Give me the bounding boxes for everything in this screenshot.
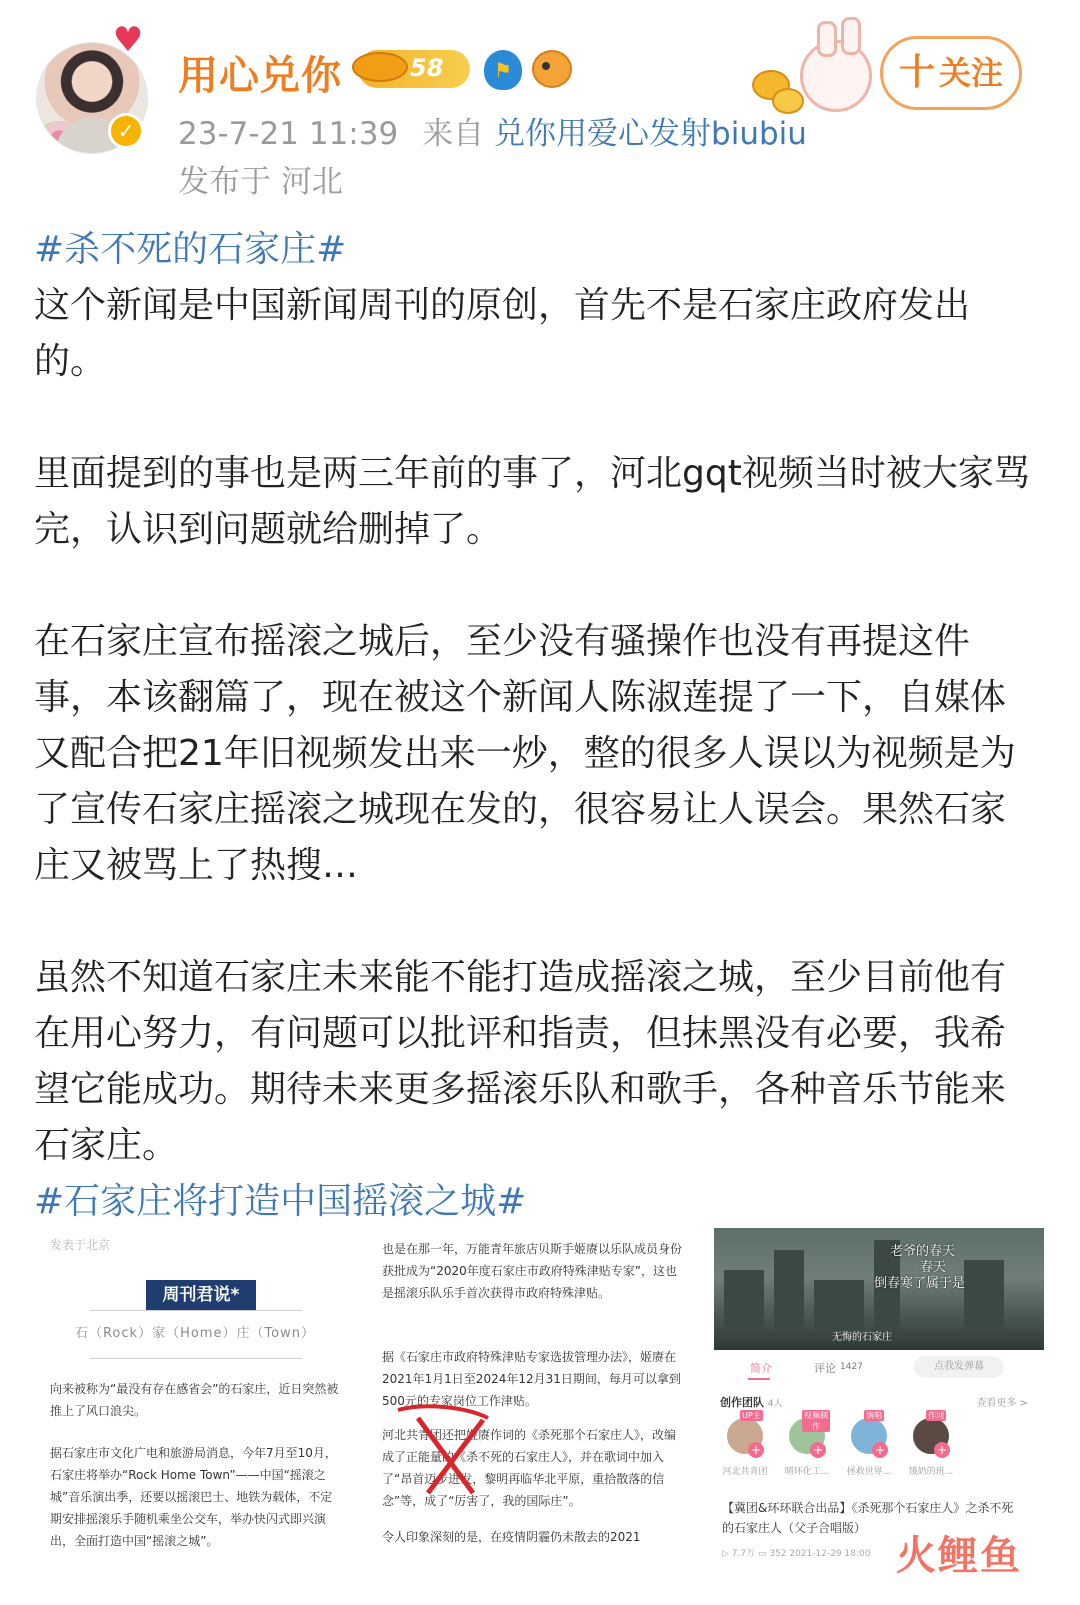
video-stats: ▷ 7.7万 ▭ 352 2021-12-29 18:00 (722, 1549, 871, 1559)
source-prefix: 来自 (422, 116, 485, 152)
post-paragraph: 虽然不知道石家庄未来能不能打造成摇滚之城，至少目前他有在用心努力，有问题可以批评和指责，但抹黑没有必要，我希望它能成功。期待未来更多摇滚乐队和歌手，各种音乐节能来石家庄。 (34, 957, 1007, 1166)
bunny-coin-decoration (752, 36, 882, 116)
post-timestamp: 23-7-21 11:39 (178, 116, 399, 152)
shield-icon: ⚑ (484, 50, 522, 90)
verified-badge-icon: ✓ (108, 113, 144, 149)
red-cross-mark-icon (388, 1398, 498, 1498)
team-member[interactable]: + 视频制作 晴环化工... (784, 1411, 830, 1477)
video-caption: 春天 (920, 1260, 947, 1275)
follow-label: 关注 (939, 54, 1004, 92)
article-paragraph: 也是在那一年，万能青年旅店贝斯手姬赓以乐队成员身份获批成为“2020年度石家庄市政府特殊津贴专家”，这也是摇滚乐队乐手首次获得市政府特殊津贴。 (382, 1242, 683, 1300)
magazine-banner: 周刊君说* (146, 1280, 256, 1310)
article-paragraph: 向来被称为“最没有存在感省会”的石家庄，近日突然被推上了风口浪尖。 (50, 1382, 339, 1418)
video-tabs (714, 1354, 1044, 1384)
post-paragraph: 这个新闻是中国新闻周刊的原创，首先不是石家庄政府发出的。 (34, 285, 971, 382)
video-description: 【冀团&环环联合出品】《杀死那个石家庄人》之杀不死的石家庄人（父子合唱版） (722, 1501, 1014, 1535)
video-caption: 倒春寒了属于是 (874, 1276, 966, 1291)
level-number: 58 (410, 54, 444, 82)
active-tab-indicator (748, 1378, 770, 1380)
plus-icon: 十 (898, 52, 935, 93)
image-source-label: 发表于北京 (50, 1238, 111, 1252)
article-subtitle: 石（Rock）家（Home）庄（Town） (74, 1326, 316, 1341)
post-location: 发布于 河北 (178, 164, 343, 200)
tab-intro[interactable]: 简介 (750, 1362, 772, 1375)
post-paragraph: 里面提到的事也是两三年前的事了，河北gqt视频当时被大家骂完，认识到问题就给删掉了。 (34, 453, 1030, 550)
post-paragraph: 在石家庄宣布摇滚之城后，至少没有骚操作也没有再提这件事，本该翻篇了，现在被这个新闻人陈淑莲提了一下，自媒体又配合把21年旧视频发出来一炒，整的很多人误以为视频是为了宣传石家庄摇滚之城现在发的，很容易让人误会。果然石家庄又被骂上了热搜… (34, 621, 1016, 886)
team-member[interactable]: + UP主 河北共青团 (722, 1411, 768, 1477)
post-image-1[interactable] (34, 1228, 354, 1605)
post-body (34, 222, 1034, 1230)
image-grid (34, 1228, 1034, 1605)
video-frame[interactable] (714, 1228, 1044, 1350)
danmaku-input[interactable]: 点我发弹幕 (914, 1356, 1004, 1378)
blowfish-icon (532, 50, 572, 88)
bunny-icon (800, 40, 872, 112)
video-title: 无悔的石家庄 (832, 1332, 892, 1343)
video-caption: 老爷的春天 (890, 1244, 956, 1259)
fish-icon (352, 52, 408, 82)
hashtag-link[interactable]: #石家庄将打造中国摇滚之城# (34, 1181, 527, 1222)
team-member[interactable]: + 作词 饿奶的班... (908, 1411, 954, 1477)
team-label: 创作团队 4人 (720, 1396, 783, 1409)
article-paragraph: 令人印象深刻的是，在疫情阴霾仍未散去的2021 (382, 1530, 641, 1544)
post-image-2[interactable] (374, 1228, 694, 1605)
tab-comments[interactable]: 评论 (814, 1362, 836, 1375)
source-link[interactable]: 兑你用爱心发射biubiu (494, 116, 807, 152)
article-paragraph: 据《石家庄市政府特殊津贴专家选拔管理办法》，姬赓在2021年1月1日至2024年12月31日期间，每月可以拿到500元的专家岗位工作津贴。 (382, 1350, 681, 1408)
team-member[interactable]: + 演唱 拯救世界... (846, 1411, 892, 1477)
watermark-logo: 火鲤鱼 (896, 1533, 1022, 1579)
article-paragraph: 据石家庄市文化广电和旅游局消息，今年7月至10月，石家庄将举办“Rock Home Town”——中国“摇滚之城”音乐演出季，还要以摇滚巴士、地铁为载体，不定期安排摇滚乐手随机乘坐公交车，举办快闪式即兴演出，全面打造中国“摇滚之城”。 (50, 1446, 337, 1548)
hashtag-link[interactable]: #杀不死的石家庄# (34, 229, 347, 270)
post-header (0, 0, 1080, 215)
article-paragraph: 河北共青团还把姬赓作词的《杀死那个石家庄人》，改编成了正能量的《杀不死的石家庄人》，并在歌词中加入了“昂首迈步进发，黎明再临华北平原，重拾散落的信念”等，成了“厉害了，我的国际庄”。 (382, 1428, 677, 1508)
follow-button[interactable] (880, 36, 1022, 110)
divider (90, 1358, 302, 1359)
comment-count: 1427 (840, 1362, 863, 1372)
divider (90, 1310, 302, 1311)
post-meta (178, 108, 807, 153)
see-more-link[interactable]: 查看更多 > (976, 1398, 1028, 1409)
username[interactable]: 用心兑你 (178, 53, 342, 99)
heart-decoration-icon: ♥ (112, 20, 144, 60)
level-badge (358, 50, 470, 88)
